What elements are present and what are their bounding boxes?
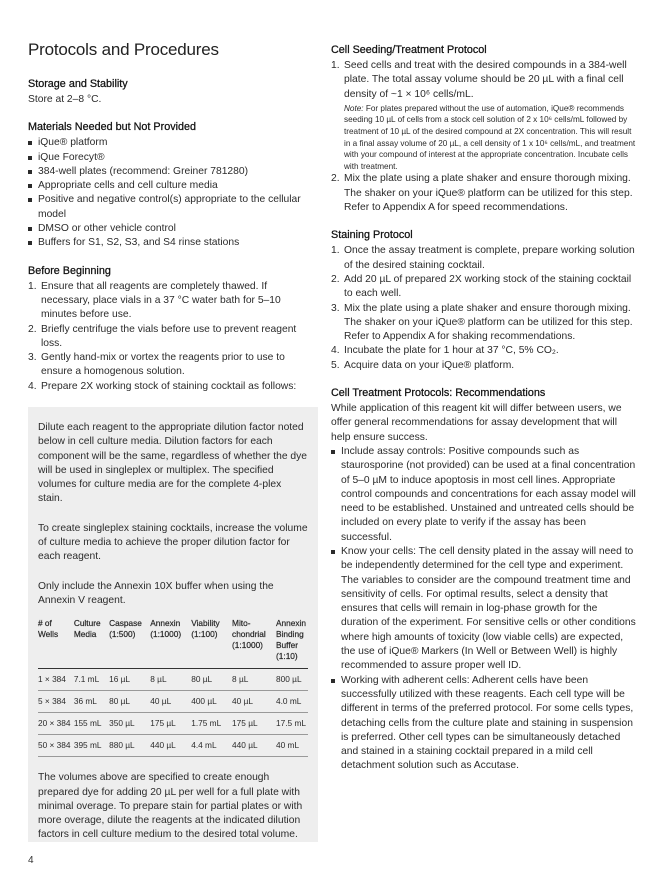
dilution-para-3: Only include the Annexin 10X buffer when using the Annexin V reagent. — [38, 580, 274, 606]
table-cell: 1 × 384 — [38, 669, 74, 691]
table-cell: 80 µL — [109, 691, 150, 713]
table-cell: 350 µL — [109, 713, 150, 735]
table-cell: 5 × 384 — [38, 691, 74, 713]
col-header: Mito-chondrial (1:1000) — [232, 618, 276, 669]
page-number: 4 — [28, 855, 34, 866]
table-cell: 17.5 mL — [276, 713, 308, 735]
item-text: Ensure that all reagents are completely thawed. If necessary, place vials in a 37 °C water bath for 5–10 minutes before use. — [41, 280, 281, 321]
materials-heading: Materials Needed but Not Provided — [28, 121, 197, 134]
recommendations-heading: Cell Treatment Protocols: Recommendations — [331, 387, 546, 400]
list-item: Know your cells: The cell density plated in the assay will need to be independently determined for the cell type and experiment. The variables to consider are the compound treatment time and sensitivity of cells. For optimal results, select a density that ensures that cells will remain in log-phase growth for the duration of the experiment. For sensitive cells or other conditions where high amounts of toxicity (low viable cells) are expected, the use of iQue® Markers (In Well or Between Well) is highly recommended to assure proper well ID. — [331, 545, 636, 674]
item-number: 1. — [28, 280, 37, 292]
dilution-para-2: To create singleplex staining cocktails, increase the volume of culture media to achieve the proper dilution factor for each reagent. — [38, 522, 308, 563]
list-item — [331, 244, 636, 273]
list-item: Working with adherent cells: Adherent cells have been successfully utilized with these reagents. Each cell type will be different in terms of the preferred protocol. For some cells types, detaching cells from the culture plate and staining in suspension is preferred. Other cell types can be simultaneously detached and stained in a staining cocktail prepared in a mild cell detachment solution such as Accutase. — [331, 674, 636, 774]
item-text: Briefly centrifuge the vials before use to prevent reagent loss. — [41, 323, 297, 349]
recommendations-section — [331, 387, 636, 774]
before-heading: Before Beginning — [28, 264, 111, 277]
list-item — [331, 359, 636, 373]
dilution-table — [38, 618, 308, 757]
list-item: DMSO or other vehicle control — [28, 222, 318, 236]
item-number: 3. — [28, 352, 37, 364]
materials-section — [28, 121, 318, 250]
table-cell: 800 µL — [276, 669, 308, 691]
col-header: Culture Media — [74, 618, 109, 669]
list-item: Positive and negative control(s) appropriate to the cellular model — [28, 193, 318, 222]
table-cell: 36 mL — [74, 691, 109, 713]
staining-heading: Staining Protocol — [331, 229, 413, 242]
col-header: Annexin (1:1000) — [150, 618, 191, 669]
left-column — [28, 40, 318, 408]
dilution-para-1: Dilute each reagent to the appropriate dilution factor noted below in cell culture media. Dilution factors for each component will be the same, regardless of whether the dye will be used in singleplex or multiplex. The specified volumes for culture media are for the complete 4-plex stain. — [38, 422, 308, 505]
before-section — [28, 265, 318, 394]
table-cell: 80 µL — [191, 669, 232, 691]
table-cell: 440 µL — [150, 735, 191, 757]
list-item — [331, 273, 636, 302]
note-label: Note: — [344, 103, 364, 113]
item-text: Mix the plate using a plate shaker and ensure thorough mixing. The shaker on your iQue® platform can be utilized for this step. Refer to Appendix A for speed recommendations. — [344, 173, 633, 214]
table-row — [38, 691, 308, 713]
list-item — [28, 323, 318, 352]
item-number: 5. — [331, 359, 340, 371]
col-header: Caspase (1:500) — [109, 618, 150, 669]
item-number: 1. — [331, 245, 340, 257]
right-column — [331, 44, 636, 788]
item-text: Incubate the plate for 1 hour at 37 °C, 5% CO₂. — [344, 345, 559, 357]
item-text: Mix the plate using a plate shaker and ensure thorough mixing. The shaker on your iQue® platform can be utilized for this step. Refer to Appendix A for shaking recommendations. — [344, 302, 633, 343]
list-item: Buffers for S1, S2, S3, and S4 rinse stations — [28, 236, 318, 250]
table-cell: 8 µL — [150, 669, 191, 691]
table-cell: 400 µL — [191, 691, 232, 713]
table-cell: 175 µL — [232, 713, 276, 735]
table-cell: 395 mL — [74, 735, 109, 757]
col-header: Viability (1:100) — [191, 618, 232, 669]
list-item: iQue® platform — [28, 136, 318, 150]
before-list — [28, 280, 318, 394]
col-header: # of Wells — [38, 618, 74, 669]
table-cell: 16 µL — [109, 669, 150, 691]
table-cell: 40 µL — [150, 691, 191, 713]
seeding-heading: Cell Seeding/Treatment Protocol — [331, 44, 487, 56]
table-cell: 880 µL — [109, 735, 150, 757]
item-text: Acquire data on your iQue® platform. — [344, 359, 515, 371]
staining-list — [331, 244, 636, 373]
table-cell: 4.0 mL — [276, 691, 308, 713]
storage-section — [28, 78, 318, 107]
storage-heading: Storage and Stability — [28, 78, 128, 90]
table-row — [38, 713, 308, 735]
table-cell: 1.75 mL — [191, 713, 232, 735]
table-header-row — [38, 618, 308, 669]
table-cell: 50 × 384 — [38, 735, 74, 757]
item-text: Gently hand-mix or vortex the reagents prior to use to ensure a homogenous solution. — [41, 352, 285, 378]
list-item — [331, 59, 636, 172]
staining-section — [331, 229, 636, 373]
item-number: 2. — [331, 273, 340, 285]
seeding-note — [344, 103, 636, 173]
item-number: 2. — [28, 323, 37, 335]
item-text: Add 20 µL of prepared 2X working stock of the staining cocktail to each well. — [344, 273, 632, 300]
table-cell: 440 µL — [232, 735, 276, 757]
list-item — [331, 302, 636, 345]
dilution-box — [28, 407, 318, 842]
table-cell: 40 mL — [276, 735, 308, 757]
col-header: Annexin Binding Buffer (1:10) — [276, 618, 308, 669]
recommendations-intro: While application of this reagent kit will differ between users, we offer general recommendations for assay development that will help ensure success. — [331, 403, 622, 443]
list-item: Include assay controls: Positive compounds such as staurosporine (not provided) can be used at a final concentration of 5–0 µM to induce apoptosis in most cell lines. Appropriate control compounds and concentrations for each assay model will need to be established. Unstained and untreated cells should be included on every plate to verify if the assay has been successful. — [331, 445, 636, 545]
page-title: Protocols and Procedures — [28, 40, 219, 59]
list-item — [28, 351, 318, 380]
table-cell: 175 µL — [150, 713, 191, 735]
list-item — [331, 172, 636, 215]
table-row — [38, 669, 308, 691]
item-text: Seed cells and treat with the desired compounds in a 384-well plate. The total assay volume should be 20 µL with a final cell density of ~1 × 10⁶ cells/mL. — [344, 60, 627, 100]
table-cell: 20 × 384 — [38, 713, 74, 735]
item-number: 1. — [331, 60, 340, 71]
item-number: 4. — [28, 380, 37, 392]
list-item: 384-well plates (recommend: Greiner 781280) — [28, 165, 318, 179]
list-item — [28, 380, 318, 394]
table-cell: 4.4 mL — [191, 735, 232, 757]
table-cell: 155 mL — [74, 713, 109, 735]
list-item: Appropriate cells and cell culture media — [28, 179, 318, 193]
list-item — [331, 344, 636, 358]
table-cell: 7.1 mL — [74, 669, 109, 691]
list-item — [28, 280, 318, 323]
table-row — [38, 735, 308, 757]
list-item: iQue Forecyt® — [28, 151, 318, 165]
table-cell: 40 µL — [232, 691, 276, 713]
table-cell: 8 µL — [232, 669, 276, 691]
item-number: 2. — [331, 173, 340, 185]
seeding-section — [331, 44, 636, 215]
note-text: For plates prepared without the use of automation, iQue® recommends seeding 10 µL of cells from a stock cell solution of 2 x 10⁶ cells/mL followed by treatment of 10 µL of the desired compound at 2X concentration. This will result in a final assay volume of 20 µL, a cell density of 1 x 10⁶ cells/mL, and treatment with your compound of interest at the appropriate concentration. Incubate cells with treatment. — [344, 103, 636, 171]
seeding-list — [331, 59, 636, 215]
item-text: Once the assay treatment is complete, prepare working solution of the desired staining cocktail. — [344, 245, 635, 271]
materials-list — [28, 136, 318, 250]
item-text: Prepare 2X working stock of staining cocktail as follows: — [41, 380, 297, 392]
recommendations-list — [331, 445, 636, 774]
item-number: 4. — [331, 345, 340, 357]
dilution-para-4: The volumes above are specified to create enough prepared dye for adding 20 µL per well for a full plate with minimal overage. To prepare stain for partial plates or with more overage, dilute the reagents at the indicated dilution factors in cell culture medium to the desired total volume. — [38, 772, 303, 841]
storage-text: Store at 2–8 °C. — [28, 94, 102, 105]
item-number: 3. — [331, 302, 340, 314]
